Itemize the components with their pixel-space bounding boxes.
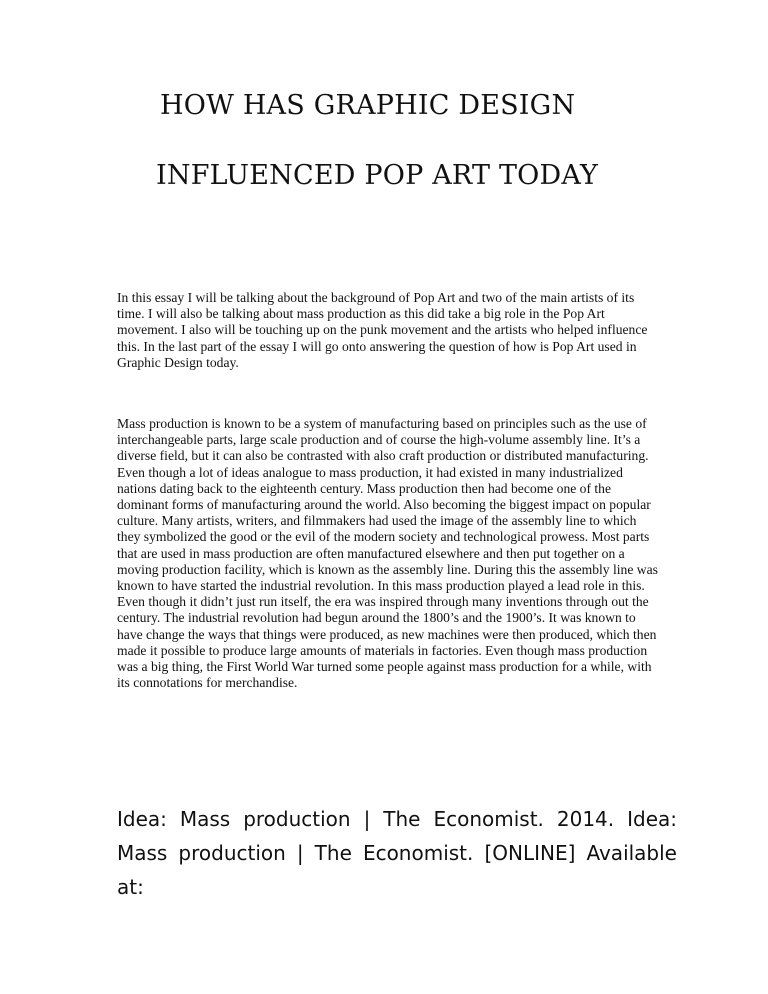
intro-paragraph: In this essay I will be talking about the background of Pop Art and two of the main artists of its time. I will also be talking about mass production as this did take a big role in the Pop Art movement. I also will be touching up on the punk movement and the artists who helped influence this. In the last part of the essay I will go onto answering the question of how is Pop Art used in Graphic Design today. [117,290,648,370]
title-line-2: INFLUENCED POP ART TODAY [156,160,598,191]
mass-production-paragraph: Mass production is known to be a system of manufacturing based on principles such as the use of interchangeable parts, large scale production and of course the high-volume assembly line. It’s a diverse field, but it can also be contrasted with also craft production or distributed manufacturing. Even though a lot of ideas analogue to mass production, it had existed in many industrialized nations dating back to the eighteenth century. Mass production then had become one of the dominant forms of manufacturing around the world. Also becoming the biggest impact on popular culture. Many artists, writers, and filmmakers had used the image of the assembly line to which they symbolized the good or the evil of the modern society and technological prowess. Most parts that are used in mass production are often manufactured elsewhere and then put together on a moving production facility, which is known as the assembly line. During this the assembly line was known to have started the industrial revolution. In this mass production played a lead role in this. Even though it didn’t just run itself, the era was inspired through many inventions through out the century. The industrial revolution had begun around the 1800’s and the 1900’s. It was known to have change the ways that things were produced, as new machines were then produced, which then made it possible to produce large amounts of materials in factories. Even though mass production was a big thing, the First World War turned some people against mass production for a while, with its connotations for merchandise. [117,416,658,691]
title-line-1: HOW HAS GRAPHIC DESIGN [160,90,576,121]
citation-reference: Idea: Mass production | The Economist. 2014. Idea: Mass production | The Economist. [ONLINE] Available at: [117,807,677,899]
